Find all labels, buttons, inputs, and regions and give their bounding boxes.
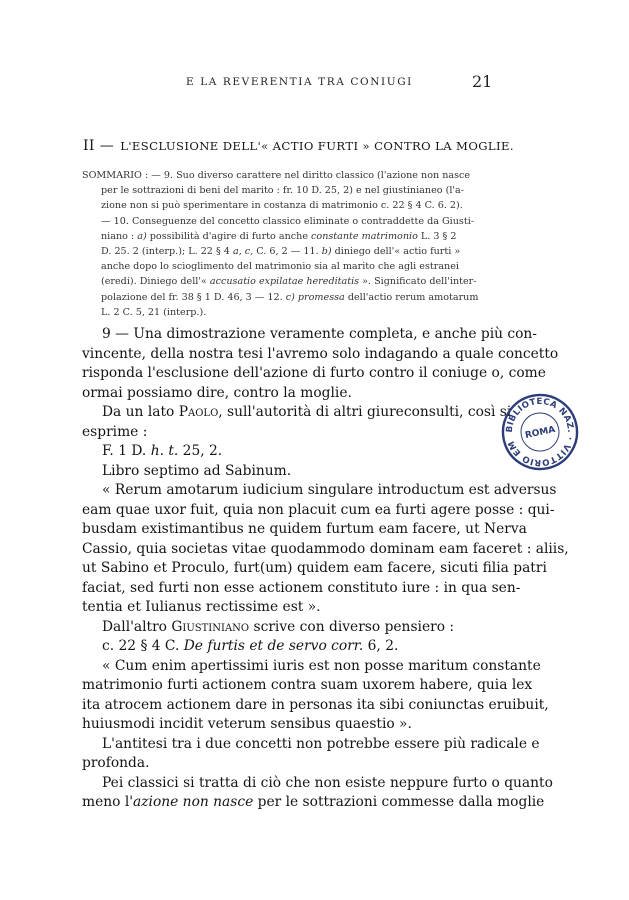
summary-line: per le sottrazioni di beni del marito : fr. 10 D. 25, 2) e nel giustinianeo (l'a-	[101, 185, 464, 197]
summary-line: SOMMARIO : — 9. Suo diverso carattere nel diritto classico (l'azione non nasce	[82, 170, 471, 181]
section-heading	[83, 138, 514, 154]
citation-2: c. 22 § 4 C. De furtis et de servo corr. 6, 2.	[102, 638, 399, 654]
giustiniano-intro: Dall'altro Giustiniano scrive con diverso pensiero :	[102, 618, 455, 635]
summary-line: polazione del fr. 38 § 1 D. 46, 3 — 12. c) promessa dell'actio rerum amotarum	[101, 291, 479, 303]
summary-label: SOMMARIO :	[82, 170, 149, 181]
quote-2-line: huiusmodi incidit veterum sensibus quaestio ».	[82, 716, 412, 732]
text-line: ormai possiamo dire, contro la moglie.	[82, 384, 352, 401]
quote-1-line: eam quae uxor fuit, quia non placuit cum ea furti agere posse : qui-	[82, 501, 555, 518]
quote-1-line: ut Sabino et Proculo, furt(um) quidem eam facere, sicuti filia patri	[82, 560, 547, 576]
summary-line: anche dopo lo scioglimento del matrimonio sia al marito che agli estranei	[101, 261, 459, 273]
text-line: risponda l'esclusione dell'azione di furto contro il coniuge o, come	[82, 365, 546, 381]
libro-line: Libro septimo ad Sabinum.	[102, 462, 292, 479]
antitesi-line: profonda.	[82, 755, 150, 771]
classici-line: meno l'azione non nasce per le sottrazioni commesse dalla moglie	[82, 794, 545, 810]
citation-1: F. 1 D. h. t. 25, 2.	[102, 443, 223, 459]
summary-line: zione non si può sperimentare in costanza di matrimonio c. 22 § 4 C. 6. 2).	[101, 200, 463, 212]
summary	[82, 168, 488, 320]
text-line: esprime :	[82, 423, 148, 440]
quote-1-line: busdam existimantibus ne quidem furtum eam facere, ut Nerva	[82, 521, 527, 537]
paolo-intro: Da un lato Paolo, sull'autorità di altri giureconsulti, così si	[102, 404, 512, 420]
page-number: 21	[472, 72, 493, 91]
stamp-center-text: ROMA	[524, 424, 557, 442]
quote-1-line: faciat, sed furti non esse actionem constituto iure : in qua sen-	[82, 579, 521, 596]
summary-line: L. 2 C. 5, 21 (interp.).	[101, 306, 207, 318]
quote-2-line: ita atrocem actionem dare in personas ita sibi coniunctas eruibuit,	[82, 696, 549, 713]
classici-line: Pei classici si tratta di ciò che non esiste neppure furto o quanto	[102, 774, 553, 791]
quote-1-line: « Rerum amotarum iudicium singulare introductum est adversus	[102, 482, 557, 498]
antitesi-line: L'antitesi tra i due concetti non potrebbe essere più radicale e	[102, 735, 540, 752]
quote-2-line: matrimonio furti actionem contra suam uxorem habere, quia lex	[82, 677, 533, 693]
section-title: L'ESCLUSIONE DELL'« ACTIO FURTI » CONTRO LA MOGLIE.	[120, 139, 514, 153]
emphasis-azione: azione non nasce	[133, 794, 254, 810]
stamp-text: BIBLIOTECA NAZ. · VITTORIO EMANUELE	[504, 396, 576, 468]
summary-line: — 10. Conseguenze del concetto classico eliminate o contraddette da Giusti-	[101, 215, 475, 227]
library-stamp	[500, 392, 580, 472]
running-head: E LA REVERENTIA TRA CONIUGI	[186, 76, 413, 88]
author-giustiniano: Giustiniano	[171, 618, 250, 635]
summary-line: D. 25. 2 (interp.); L. 22 § 4 a, c, C. 6, 2 — 11. b) diniego dell'« actio furti »	[101, 246, 461, 258]
quote-1-line: Cassio, quia societas vitae quodammodo dominam eam faceret : aliis,	[82, 540, 569, 557]
author-paolo: Paolo	[178, 404, 219, 420]
quote-1-line: tentia et Iulianus rectissime est ».	[82, 599, 321, 615]
text-line: vincente, della nostra tesi l'avremo solo indagando a quale concetto	[82, 345, 559, 362]
section-number: II —	[83, 138, 115, 154]
summary-line: niano : a) possibilità d'agire di furto anche constante matrimonio L. 3 § 2	[101, 230, 457, 242]
quote-2-line: « Cum enim apertissimi iuris est non posse maritum constante	[102, 657, 541, 674]
summary-line: (eredi). Diniego dell'« accusatio expilatae hereditatis ». Significato dell'inter-	[101, 276, 477, 288]
paragraph-9: 9 — Una dimostrazione veramente completa, e anche più con-	[102, 326, 537, 342]
